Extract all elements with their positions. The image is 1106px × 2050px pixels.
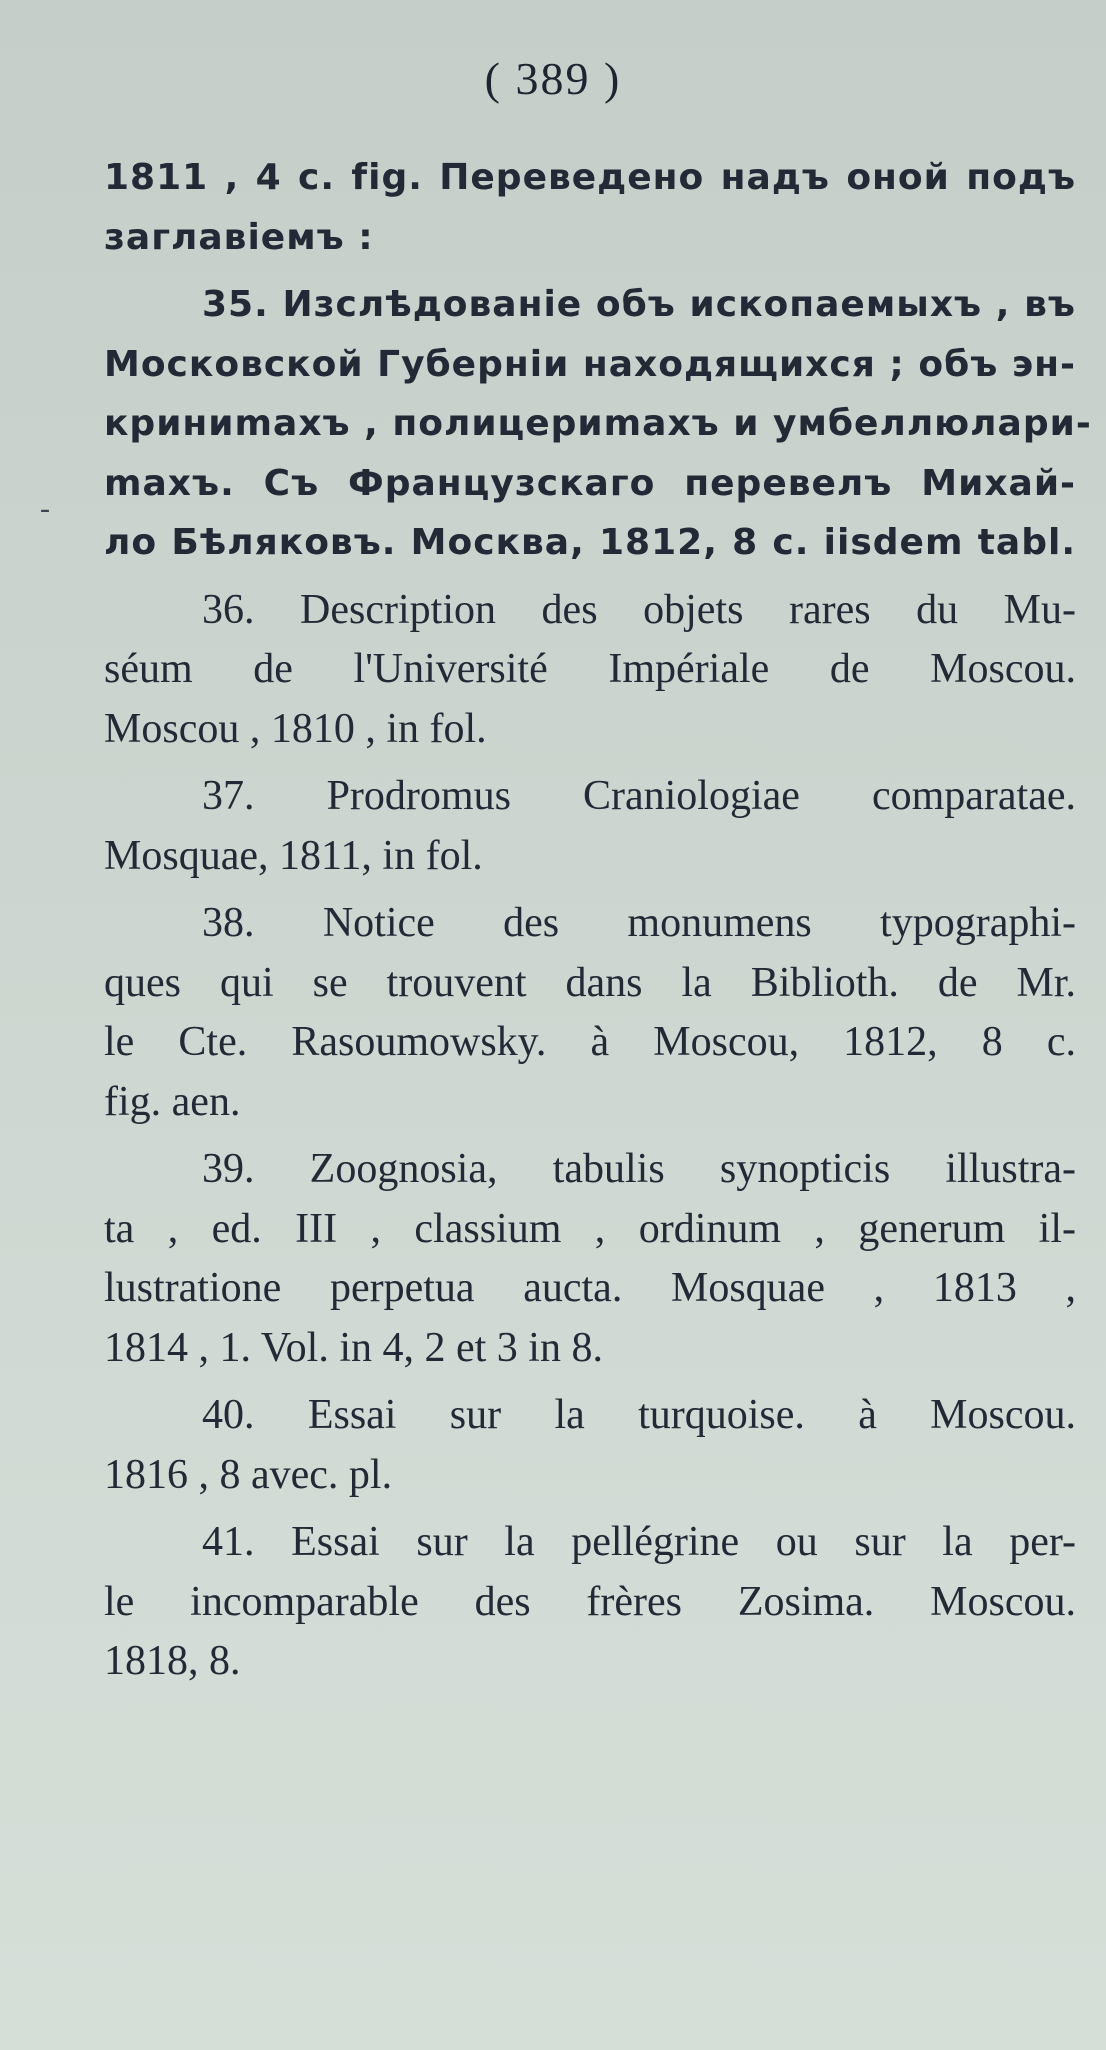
entry-38 [104, 894, 1076, 1132]
text-line: 1811 , 4 c. fig. Переведено надъ оной подъ [104, 157, 1076, 198]
text-line: 1818, 8. [104, 1638, 241, 1684]
entry-35 [104, 275, 1092, 573]
margin-dash-mark: - [40, 492, 50, 525]
text-line: ta , ed. III , classium , ordinum , generum il- [104, 1205, 1076, 1252]
entry-41 [104, 1513, 1076, 1692]
entry-39 [104, 1140, 1076, 1378]
entry-36 [104, 581, 1076, 760]
text-line: 36. Description des objets rares du Mu- [202, 586, 1076, 633]
text-line: ло Бѣляковъ. Москва, 1812, 8 c. iisdem tabl. [104, 522, 1076, 563]
text-line: 39. Zoognosia, tabulis synopticis illustra- [202, 1146, 1076, 1192]
text-line: ques qui se trouvent dans la Biblioth. de Mr. [104, 959, 1076, 1006]
text-line: mахъ. Съ Французскаго перевелъ Михай- [104, 462, 1076, 504]
entry-continuation [104, 148, 1076, 267]
text-line: Mosquae, 1811, in fol. [104, 832, 483, 879]
text-line: 38. Notice des monumens typographi- [202, 900, 1076, 946]
text-line: 40. Essai sur la turquoise. à Moscou. [202, 1392, 1076, 1438]
text-line: le incomparable des frères Zosima. Moscou. [104, 1578, 1076, 1625]
text-line: lustratione perpetua aucta. Mosquae , 1813 , [104, 1265, 1076, 1311]
text-line: fig. aen. [104, 1078, 241, 1125]
text-line: 1816 , 8 avec. pl. [104, 1451, 393, 1498]
text-line: 35. Изслѣдованіе объ ископаемыхъ , въ [202, 284, 1076, 325]
text-line: séum de l'Université Impériale de Moscou. [104, 646, 1076, 692]
entry-40 [104, 1386, 1076, 1505]
text-line: 37. Prodromus Craniologiae comparatae. [202, 773, 1076, 819]
text-line: криниmахъ , полицериmахъ и умбеллюлари- [104, 403, 1092, 444]
page-number: ( 389 ) [484, 53, 622, 104]
text-line: le Cte. Rasoumowsky. à Moscou, 1812, 8 c. [104, 1019, 1076, 1065]
text-line: Moscou , 1810 , in fol. [104, 705, 487, 752]
bibliography-text [104, 148, 1092, 1692]
text-line: 1814 , 1. Vol. in 4, 2 et 3 in 8. [104, 1324, 603, 1371]
entry-37 [104, 767, 1076, 886]
text-line: Московской Губерніи находящихся ; объ эн- [104, 343, 1076, 385]
text-line: заглавіемъ : [104, 216, 374, 258]
text-line: 41. Essai sur la pellégrine ou sur la per- [202, 1519, 1076, 1565]
